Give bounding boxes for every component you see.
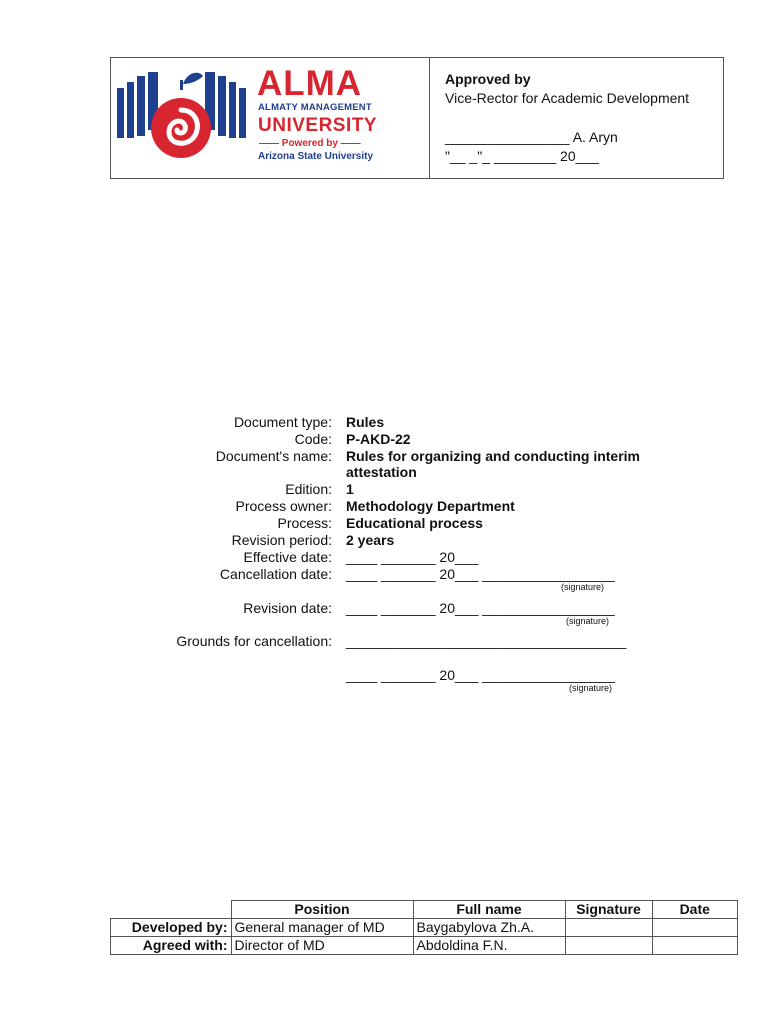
document-type-label: Document type: bbox=[233, 414, 332, 430]
header-box bbox=[110, 57, 724, 179]
approved-by-title: Approved by bbox=[445, 71, 531, 87]
approval-date-line: "__ _"_ ________ 20___ bbox=[445, 148, 599, 164]
table-header-cell: Position bbox=[231, 901, 413, 919]
table-header-cell bbox=[111, 901, 232, 919]
logo-university: UNIVERSITY bbox=[258, 115, 378, 136]
date-cell bbox=[652, 937, 738, 955]
date-cell bbox=[652, 919, 738, 937]
grounds-line: ____________________________________ bbox=[346, 633, 627, 649]
process-owner-label: Process owner: bbox=[235, 498, 332, 514]
approver-signature-line: ________________ A. Aryn bbox=[445, 129, 618, 145]
table-row bbox=[111, 937, 738, 955]
cancellation-date-label: Cancellation date: bbox=[219, 566, 332, 582]
signature-cell bbox=[565, 919, 652, 937]
document-name-line2: attestation bbox=[346, 464, 417, 480]
document-type-value: Rules bbox=[346, 414, 385, 430]
table-header-row bbox=[111, 901, 738, 919]
table-header-cell: Full name bbox=[413, 901, 565, 919]
role-cell: Developed by: bbox=[111, 919, 232, 937]
edition-label: Edition: bbox=[285, 481, 332, 497]
approval-block bbox=[430, 58, 723, 178]
logo bbox=[111, 58, 430, 178]
logo-asu: Arizona State University bbox=[258, 151, 374, 162]
code-label: Code: bbox=[294, 431, 332, 447]
document-name-line1: Rules for organizing and conducting interim bbox=[346, 448, 641, 464]
revision-period-value: 2 years bbox=[346, 532, 395, 548]
revision-date-label: Revision date: bbox=[243, 600, 332, 616]
process-owner-value: Methodology Department bbox=[346, 498, 515, 514]
edition-value: 1 bbox=[346, 481, 354, 497]
cancellation-date-value: ____ _______ 20___ _________________ bbox=[346, 566, 615, 582]
approver-position: Vice-Rector for Academic Development bbox=[445, 90, 690, 106]
book-apple-icon bbox=[117, 66, 257, 172]
signature-caption: (signature) bbox=[566, 616, 610, 626]
position-cell: General manager of MD bbox=[231, 919, 413, 937]
signature-cell bbox=[565, 937, 652, 955]
document-name-label: Document's name: bbox=[215, 448, 332, 464]
position-cell: Director of MD bbox=[231, 937, 413, 955]
logo-almaty: ALMATY MANAGEMENT bbox=[258, 102, 372, 113]
grounds-date-value: ____ _______ 20___ _________________ bbox=[346, 667, 615, 683]
signature-caption: (signature) bbox=[569, 683, 613, 693]
table-row bbox=[111, 919, 738, 937]
revision-date-value: ____ _______ 20___ _________________ bbox=[346, 600, 615, 616]
revision-period-label: Revision period: bbox=[231, 532, 332, 548]
process-label: Process: bbox=[277, 515, 332, 531]
role-cell: Agreed with: bbox=[111, 937, 232, 955]
signature-caption: (signature) bbox=[561, 582, 605, 592]
table-header-cell: Date bbox=[652, 901, 738, 919]
approval-table bbox=[110, 900, 738, 955]
name-cell: Abdoldina F.N. bbox=[413, 937, 565, 955]
table-header-cell: Signature bbox=[565, 901, 652, 919]
process-value: Educational process bbox=[346, 515, 483, 531]
name-cell: Baygabylova Zh.A. bbox=[413, 919, 565, 937]
effective-date-value: ____ _______ 20___ bbox=[346, 549, 479, 565]
effective-date-label: Effective date: bbox=[243, 549, 332, 565]
code-value: P-AKD-22 bbox=[346, 431, 411, 447]
logo-alma: ALMA bbox=[257, 64, 363, 103]
grounds-label: Grounds for cancellation: bbox=[176, 633, 332, 649]
logo-powered-by: —— Powered by —— bbox=[259, 138, 361, 149]
